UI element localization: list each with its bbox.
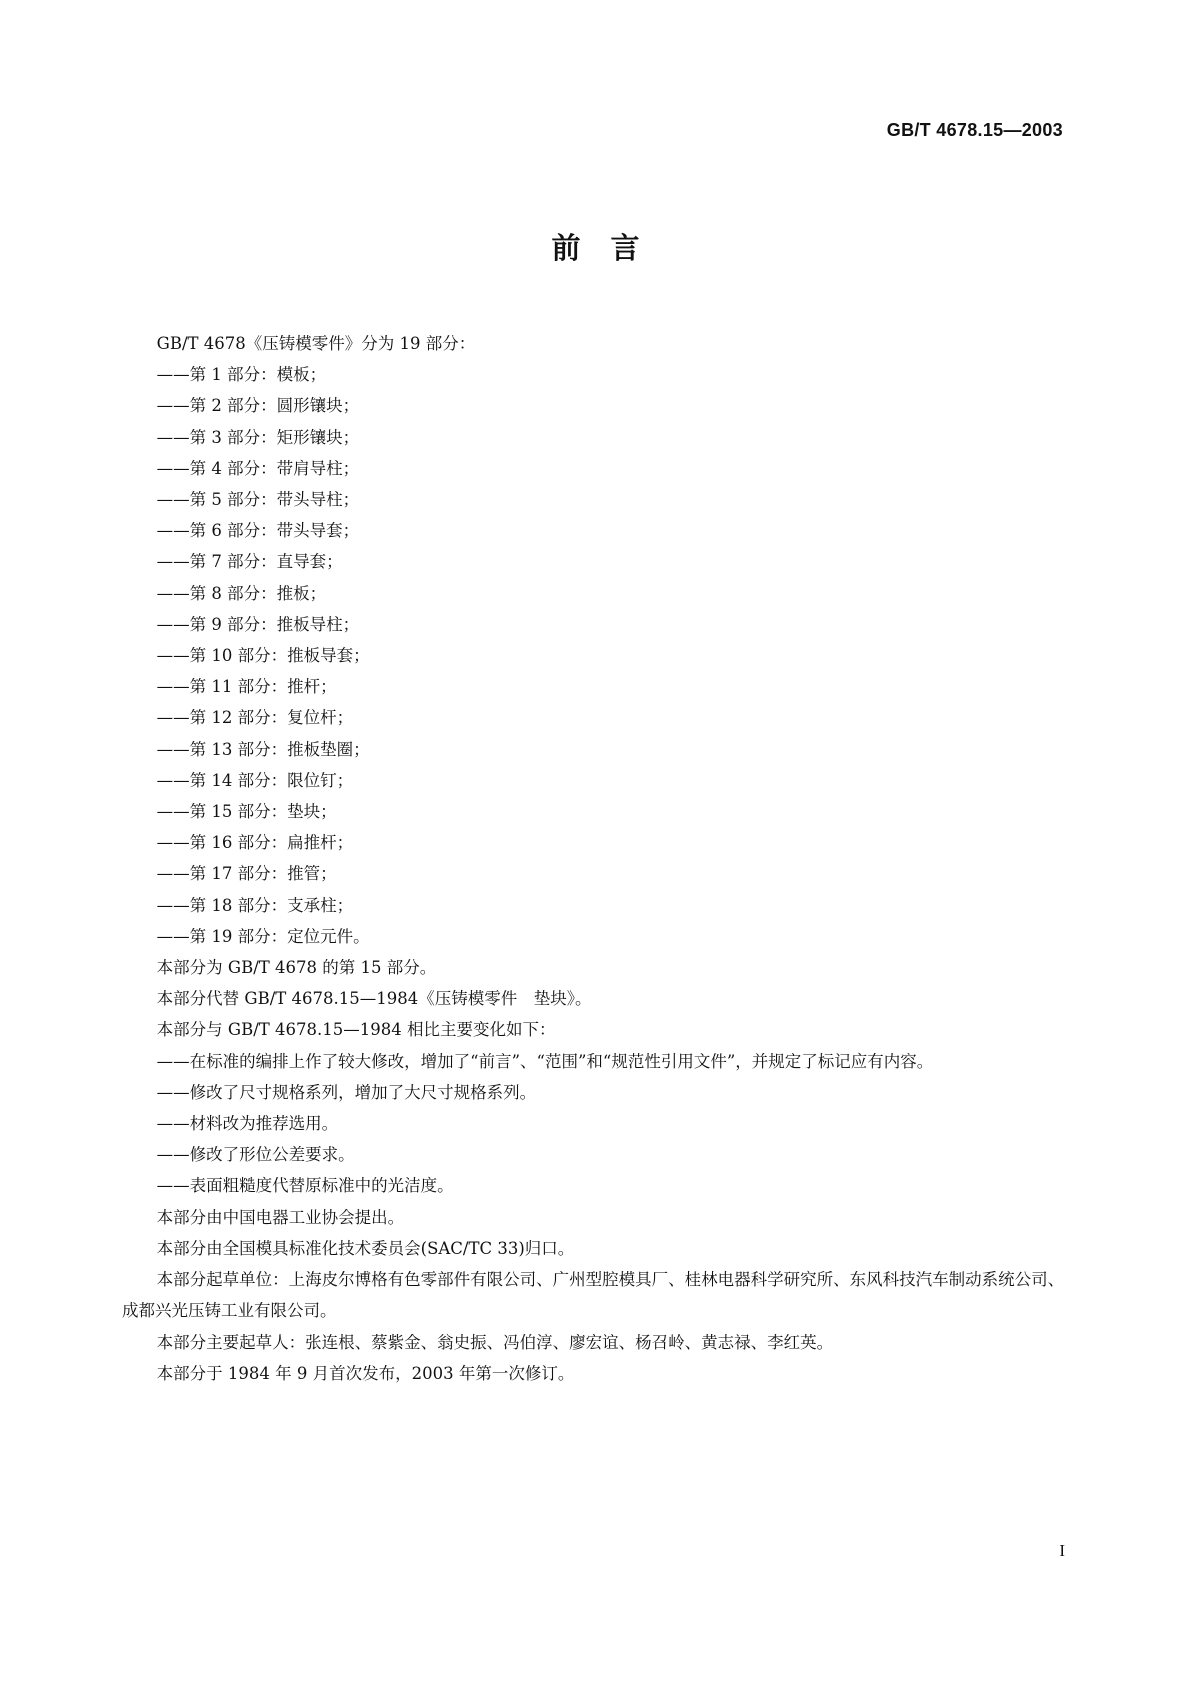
foreword-body <box>122 328 1067 1389</box>
list-item: ——第 13 部分：推板垫圈； <box>156 739 370 759</box>
paragraph: GB/T 4678《压铸模零件》分为 19 部分： <box>156 334 476 353</box>
paragraph: 本部分与 GB/T 4678.15—1984 相比主要变化如下： <box>156 1020 556 1040</box>
list-item: ——第 7 部分：直导套； <box>156 552 343 572</box>
list-item: ——第 6 部分：带头导套； <box>156 521 360 541</box>
list-item: ——第 15 部分：垫块； <box>156 802 337 822</box>
list-item: ——第 4 部分：带肩导柱； <box>156 458 360 478</box>
page-number: I <box>1059 1541 1065 1560</box>
list-item: ——第 8 部分：推板； <box>156 583 327 603</box>
list-item: ——第 1 部分：模板； <box>156 365 327 385</box>
list-item: ——第 2 部分：圆形镶块； <box>156 396 360 416</box>
change-item: ——在标准的编排上作了较大修改，增加了“前言”、“范围”和“规范性引用文件”，并规定了标记应有内容。 <box>156 1051 934 1071</box>
list-item: ——第 12 部分：复位杆； <box>156 708 354 728</box>
list-item: ——第 11 部分：推杆； <box>156 677 337 697</box>
change-item: ——材料改为推荐选用。 <box>156 1114 339 1134</box>
paragraph: 本部分于 1984 年 9 月首次发布，2003 年第一次修订。 <box>156 1363 575 1383</box>
paragraph: 本部分由全国模具标准化技术委员会(SAC/TC 33)归口。 <box>156 1238 575 1258</box>
list-item: ——第 18 部分：支承柱； <box>156 895 354 915</box>
list-item: ——第 10 部分：推板导套； <box>156 646 370 666</box>
list-item: ——第 19 部分：定位元件。 <box>156 926 370 946</box>
paragraph: 本部分为 GB/T 4678 的第 15 部分。 <box>156 958 437 978</box>
paragraph: 本部分主要起草人：张连根、蔡紫金、翁史振、冯伯淳、廖宏谊、杨召岭、黄志禄、李红英。 <box>156 1332 834 1352</box>
list-item: ——第 5 部分：带头导柱； <box>156 490 360 510</box>
list-item: ——第 3 部分：矩形镶块； <box>156 427 360 447</box>
paragraph: 本部分起草单位：上海皮尔博格有色零部件有限公司、广州型腔模具厂、桂林电器科学研究所、东风科技汽车制动系统公司、成都兴光压铸工业有限公司。 <box>122 1270 1065 1321</box>
paragraph: 本部分代替 GB/T 4678.15—1984《压铸模零件 垫块》。 <box>156 989 592 1009</box>
list-item: ——第 16 部分：扁推杆； <box>156 833 354 853</box>
page-title: 前言 <box>551 231 670 265</box>
paragraph: 本部分由中国电器工业协会提出。 <box>156 1207 405 1227</box>
list-item: ——第 9 部分：推板导柱； <box>156 614 360 634</box>
list-item: ——第 17 部分：推管； <box>156 864 337 884</box>
standard-code: GB/T 4678.15—2003 <box>886 120 1063 140</box>
change-item: ——表面粗糙度代替原标准中的光洁度。 <box>156 1176 454 1196</box>
list-item: ——第 14 部分：限位钉； <box>156 770 354 790</box>
change-item: ——修改了形位公差要求。 <box>156 1145 355 1165</box>
change-item: ——修改了尺寸规格系列，增加了大尺寸规格系列。 <box>156 1082 537 1102</box>
